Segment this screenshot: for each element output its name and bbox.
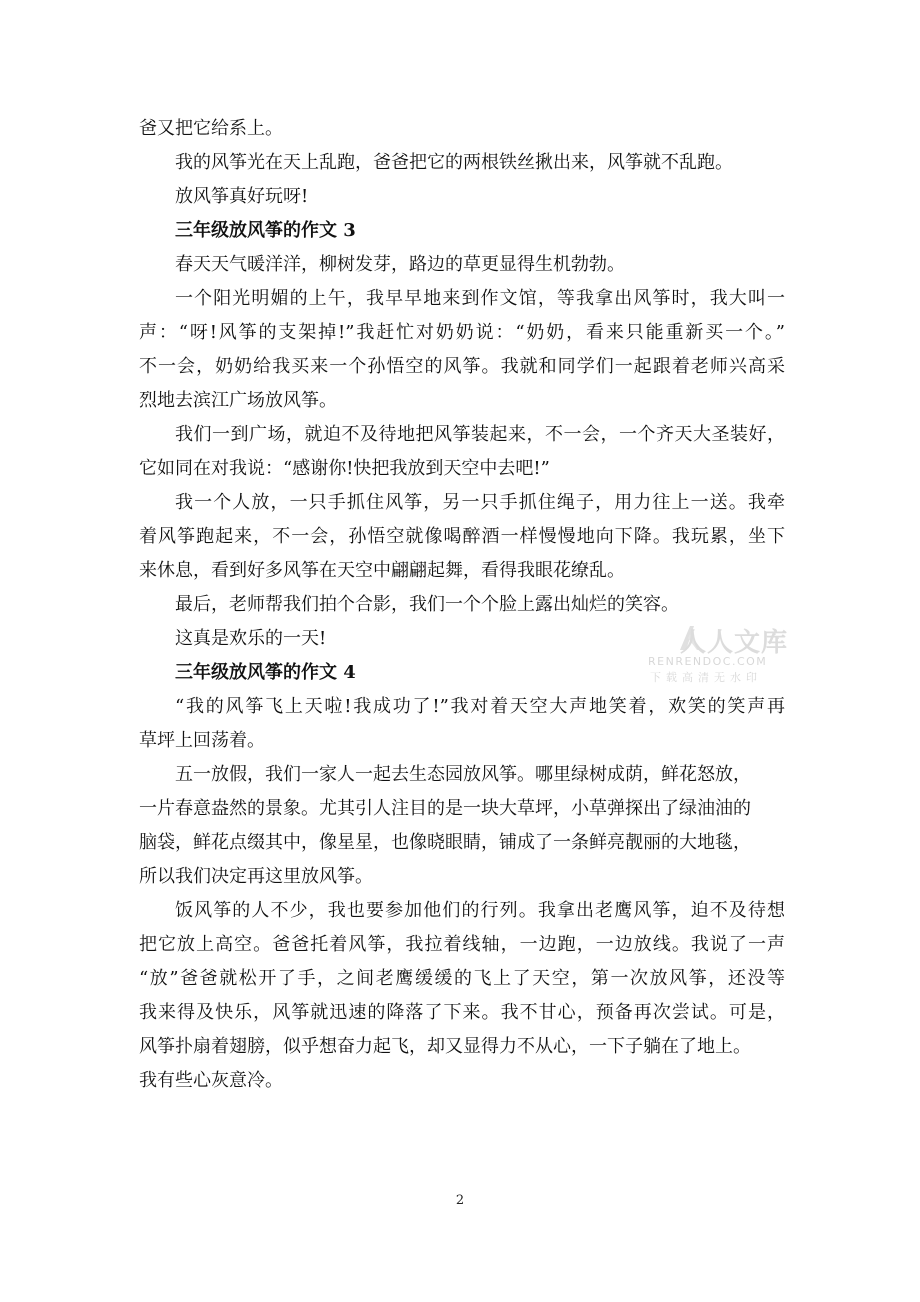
watermark xyxy=(646,620,789,684)
text-line: 一片春意盎然的景象。尤其引人注目的是一块大草坪，小草弹探出了绿油油的 xyxy=(139,798,751,819)
text-line: 这真是欢乐的一天! xyxy=(175,628,327,649)
text-line: 一个阳光明媚的上午，我早早地来到作文馆，等我拿出风筝时，我大叫一 xyxy=(175,288,785,309)
text-line: 春天天气暖洋洋，柳树发芽，路边的草更显得生机勃勃。 xyxy=(175,254,625,275)
page-number: 2 xyxy=(455,1193,465,1208)
text-line: “我的风筝飞上天啦!我成功了!”我对着天空大声地笑着，欢笑的笑声再 xyxy=(175,696,785,717)
text-line: 草坪上回荡着。 xyxy=(139,730,265,751)
section-heading: 三年级放风筝的作文 4 xyxy=(175,662,356,683)
text-line: 不一会，奶奶给我买来一个孙悟空的风筝。我就和同学们一起跟着老师兴高采 xyxy=(139,356,785,377)
text-line: 它如同在对我说：“感谢你!快把我放到天空中去吧!” xyxy=(139,458,550,479)
text-line: 烈地去滨江广场放风筝。 xyxy=(139,390,337,411)
text-line: 风筝扑扇着翅膀，似乎想奋力起飞，却又显得力不从心，一下子躺在了地上。 xyxy=(139,1036,751,1057)
text-line: 五一放假，我们一家人一起去生态园放风筝。哪里绿树成荫，鲜花怒放， xyxy=(175,764,751,785)
text-line: 爸又把它给系上。 xyxy=(139,118,283,139)
text-line: 所以我们决定再这里放风筝。 xyxy=(139,866,373,887)
text-line: 我们一到广场，就迫不及待地把风筝装起来，不一会，一个齐天大圣装好， xyxy=(175,424,785,445)
watermark-title: 人人文库 xyxy=(680,628,789,658)
watermark-slogan: 下载高清无水印 xyxy=(650,671,762,684)
text-line: 我一个人放，一只手抓住风筝，另一只手抓住绳子，用力往上一送。我牵 xyxy=(175,492,785,513)
text-line: “放”爸爸就松开了手，之间老鹰缓缓的飞上了天空，第一次放风筝，还没等 xyxy=(139,968,785,989)
text-line: 来休息，看到好多风筝在天空中翩翩起舞，看得我眼花缭乱。 xyxy=(139,560,625,581)
text-line: 放风筝真好玩呀! xyxy=(175,186,309,207)
text-line: 脑袋，鲜花点缀其中，像星星，也像晓眼睛，铺成了一条鲜亮靓丽的大地毯， xyxy=(139,832,751,853)
text-line: 把它放上高空。爸爸托着风筝，我拉着线轴，一边跑，一边放线。我说了一声 xyxy=(139,934,785,955)
text-line: 着风筝跑起来，不一会，孙悟空就像喝醉酒一样慢慢地向下降。我玩累，坐下 xyxy=(139,526,785,547)
section-heading: 三年级放风筝的作文 3 xyxy=(175,220,356,241)
text-line: 我来得及快乐，风筝就迅速的降落了下来。我不甘心，预备再次尝试。可是， xyxy=(139,1002,785,1023)
text-line: 我的风筝光在天上乱跑，爸爸把它的两根铁丝揪出来，风筝就不乱跑。 xyxy=(175,152,733,173)
body-text xyxy=(139,112,785,1098)
text-line: 我有些心灰意冷。 xyxy=(139,1070,283,1091)
text-line: 最后，老师帮我们拍个合影，我们一个个脸上露出灿烂的笑容。 xyxy=(175,594,679,615)
text-line: 饭风筝的人不少，我也要参加他们的行列。我拿出老鹰风筝，迫不及待想 xyxy=(175,900,785,921)
watermark-domain: RENRENDOC.COM xyxy=(648,655,768,668)
text-line: 声：“呀!风筝的支架掉!”我赶忙对奶奶说：“奶奶，看来只能重新买一个。” xyxy=(139,322,785,343)
